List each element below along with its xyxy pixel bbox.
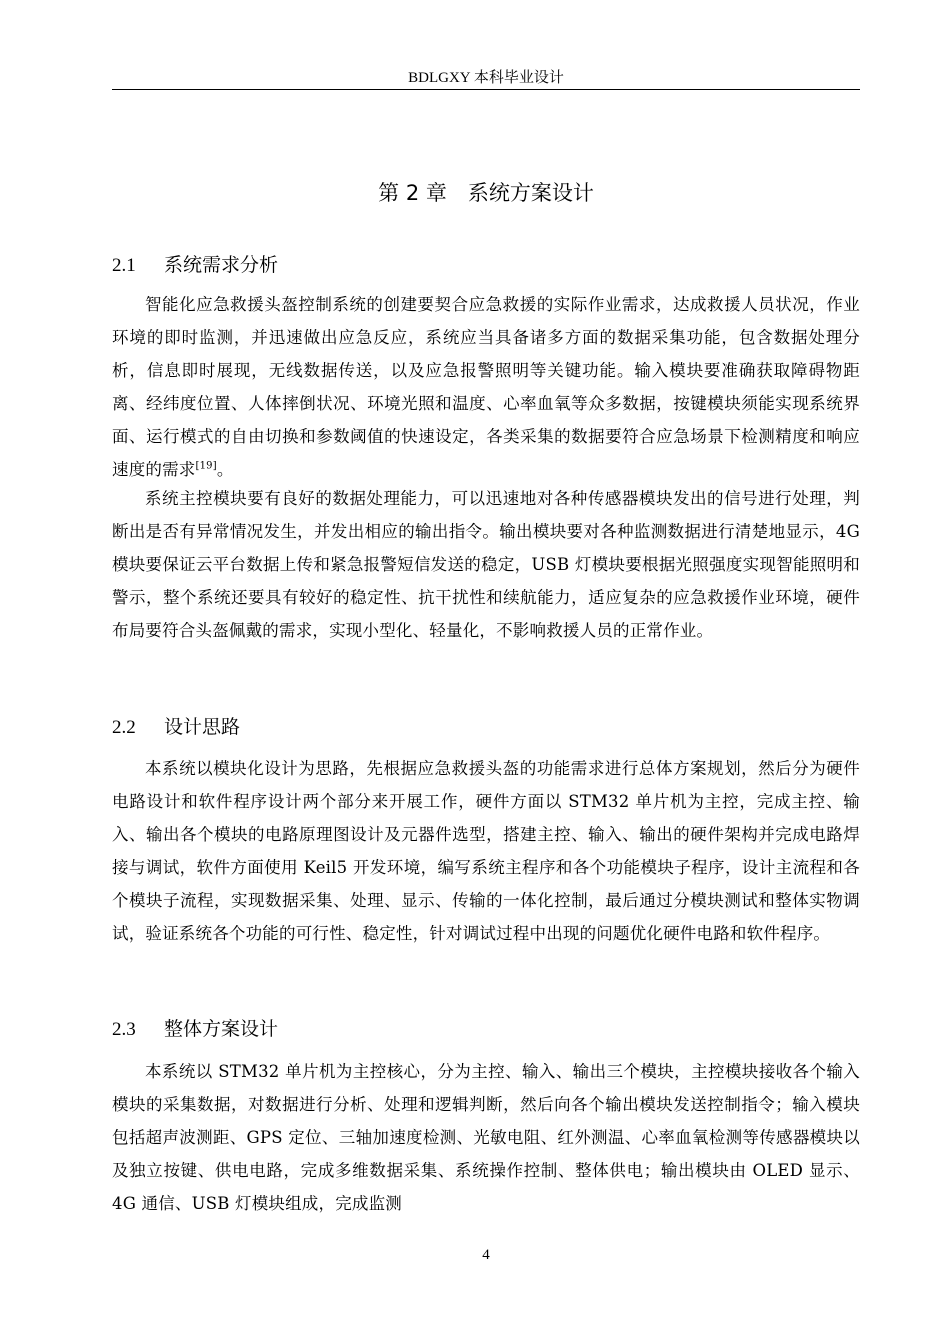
section-title-text: 设计思路 <box>164 716 241 738</box>
chapter-title: 第 2 章 系统方案设计 <box>378 181 594 205</box>
paragraph: 系统主控模块要有良好的数据处理能力，可以迅速地对各种传感器模块发出的信号进行处理，判断出是否有异常情况发生，并发出相应的输出指令。输出模块要对各种监测数据进行清楚地显示，4G 模块要保证云平台数据上传和紧急报警短信发送的稳定，USB 灯模块要根据光照强度实现智能照明和警示，整个系统还要具有较好的稳定性、抗干扰性和续航能力，适应复杂的应急救援作业环境，硬件布局要符合头盔佩戴的需求，实现小型化、轻量化，不影响救援人员的正常作业。 <box>112 489 860 640</box>
page-number: 4 <box>482 1247 490 1263</box>
paragraph <box>112 288 860 486</box>
section-number: 2.3 <box>112 1019 136 1040</box>
section-title-text: 整体方案设计 <box>164 1018 279 1040</box>
paragraph-text: 智能化应急救援头盔控制系统的创建要契合应急救援的实际作业需求，达成救援人员状况，作业环境的即时监测，并迅速做出应急反应，系统应当具备诸多方面的数据采集功能，包含数据处理分析，信息即时展现，无线数据传送，以及应急报警照明等关键功能。输入模块要准确获取障碍物距离、经纬度位置、人体摔倒状况、环境光照和温度、心率血氧等众多数据，按键模块须能实现系统界面、运行模式的自由切换和参数阈值的快速设定，各类采集的数据要符合应急场景下检测精度和响应速度的需求 <box>112 295 860 479</box>
header-rule <box>112 89 860 90</box>
section-heading-2-1 <box>112 251 860 280</box>
paragraph: 本系统以模块化设计为思路，先根据应急救援头盔的功能需求进行总体方案规划，然后分为硬件电路设计和软件程序设计两个部分来开展工作，硬件方面以 STM32 单片机为主控，完成主控、输入、输出各个模块的电路原理图设计及元器件选型，搭建主控、输入、输出的硬件架构并完成电路焊接与调试，软件方面使用 Keil5 开发环境，编写系统主程序和各个功能模块子程序，设计主流程和各个模块子流程，实现数据采集、处理、显示、传输的一体化控制，最后通过分模块测试和整体实物调试，验证系统各个功能的可行性、稳定性，针对调试过程中出现的问题优化硬件电路和软件程序。 <box>112 759 860 943</box>
section-heading-2-2 <box>112 713 860 742</box>
section-number: 2.2 <box>112 717 136 738</box>
paragraph-tail: 。 <box>216 460 234 479</box>
paragraph: 本系统以 STM32 单片机为主控核心，分为主控、输入、输出三个模块，主控模块接收各个输入模块的采集数据，对数据进行分析、处理和逻辑判断，然后向各个输出模块发送控制指令；输入模块包括超声波测距、GPS 定位、三轴加速度检测、光敏电阻、红外测温、心率血氧检测等传感器模块以及独立按键、供电电路，完成多维数据采集、系统操作控制、整体供电；输出模块由 OLED 显示、4G 通信、USB 灯模块组成，完成监测 <box>112 1062 860 1213</box>
section-number: 2.1 <box>112 255 136 276</box>
running-header: BDLGXY 本科毕业设计 <box>408 70 564 86</box>
section-heading-2-3 <box>112 1015 860 1044</box>
citation: [19] <box>195 460 217 472</box>
section-title-text: 系统需求分析 <box>164 254 279 276</box>
